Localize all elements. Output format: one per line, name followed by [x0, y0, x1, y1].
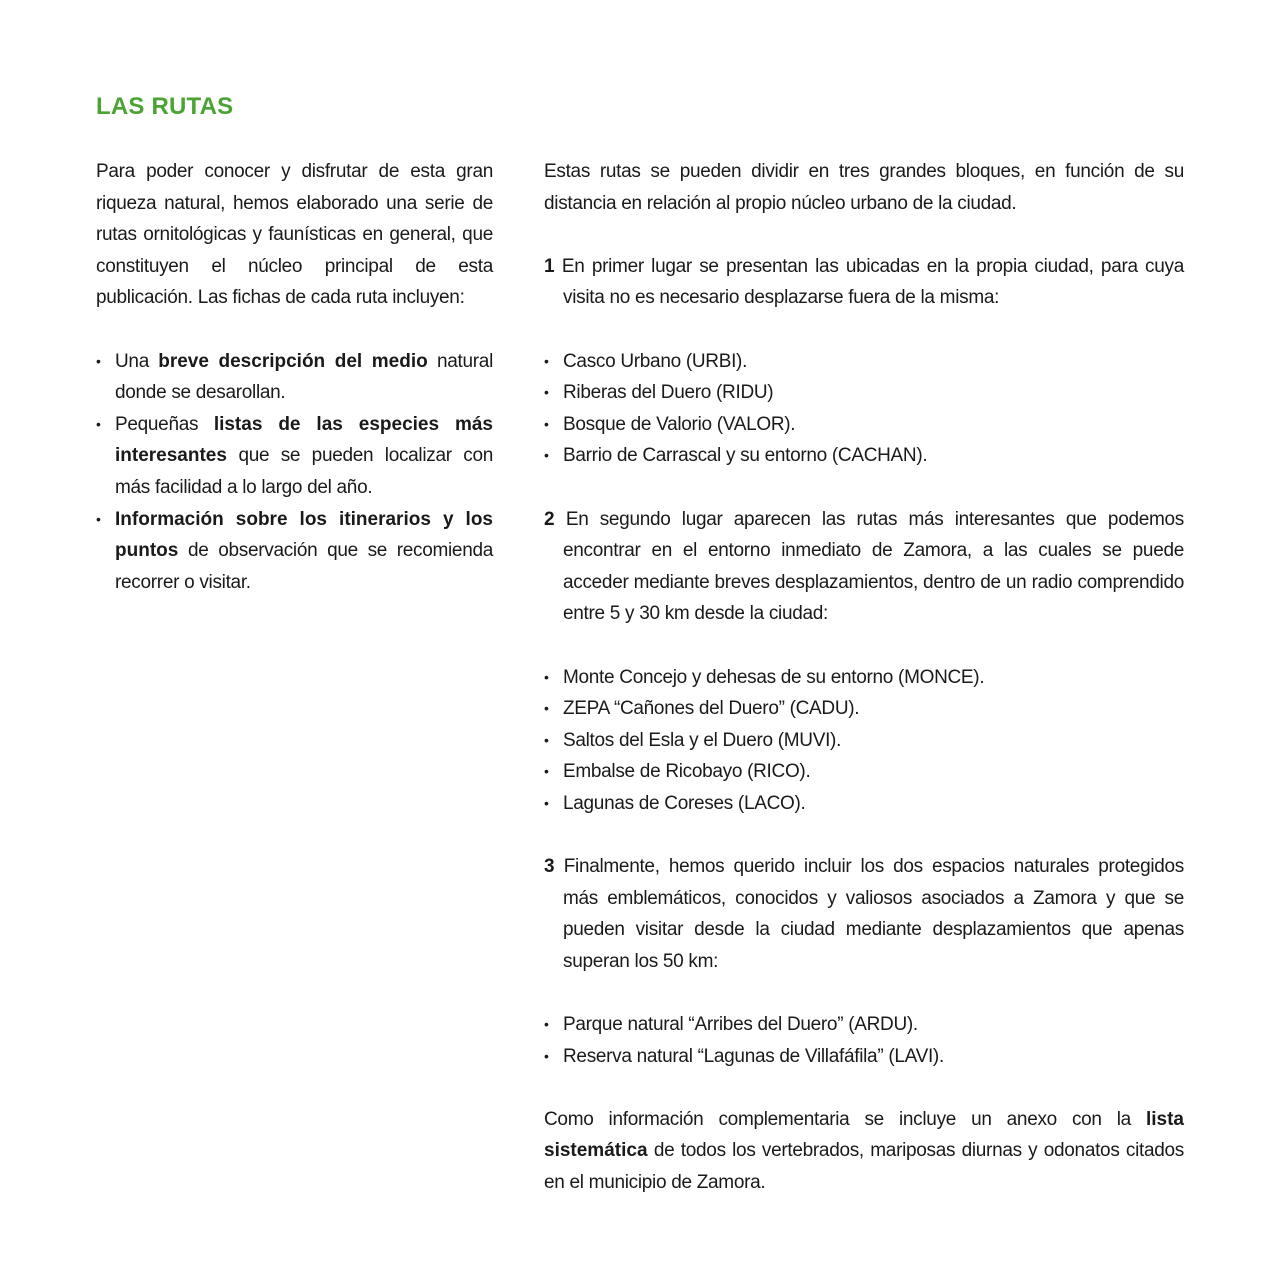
- block-2-paragraph: 2 En segundo lugar aparecen las rutas más interesantes que podemos encontrar en el entorno inmediato de Zamora, a las cuales se puede acceder mediante breves desplazamientos, dentro de un radio comprendido entre 5 y 30 km desde la ciudad:: [544, 508, 1184, 625]
- list-item: • Embalse de Ricobayo (RICO).: [544, 756, 1184, 788]
- bullet-icon: •: [544, 1016, 549, 1033]
- bullet-icon: •: [544, 415, 549, 432]
- closing-paragraph: Como información complementaria se incluye un anexo con la lista sistemática de todos los vertebrados, mariposas diurnas y odonatos citados en el municipio de Zamora.: [544, 1108, 1184, 1193]
- bullet-icon: •: [544, 731, 549, 748]
- block-number: 3: [544, 856, 555, 878]
- block-1-paragraph: 1 En primer lugar se presentan las ubicadas en la propia ciudad, para cuya visita no es necesario desplazarse fuera de la misma:: [544, 255, 1184, 309]
- list-item: • Casco Urbano (URBI).: [544, 346, 1184, 378]
- bullet-icon: •: [96, 510, 101, 527]
- bullet-icon: •: [544, 763, 549, 780]
- list-item: • ZEPA “Cañones del Duero” (CADU).: [544, 693, 1184, 725]
- block-3-routes-list: [544, 1009, 1184, 1072]
- list-item: • Una breve descripción del medio natural donde se desarollan.: [96, 346, 493, 409]
- list-item: • Información sobre los itinerarios y los puntos de observación que se recomienda recorrer o visitar.: [96, 504, 493, 599]
- bullet-icon: •: [544, 384, 549, 401]
- bullet-icon: •: [96, 352, 101, 369]
- list-item: • Reserva natural “Lagunas de Villafáfila” (LAVI).: [544, 1041, 1184, 1073]
- block-1-routes-list: [544, 346, 1184, 472]
- block-3-paragraph: 3 Finalmente, hemos querido incluir los dos espacios naturales protegidos más emblemáticos, conocidos y valiosos asociados a Zamora y que se pueden visitar desde la ciudad mediante desplazamientos que apenas superan los 50 km:: [544, 856, 1184, 972]
- bullet-icon: •: [544, 794, 549, 811]
- block-number: 2: [544, 508, 555, 530]
- bullet-icon: •: [544, 668, 549, 685]
- block-number: 1: [544, 255, 555, 277]
- list-item: • Lagunas de Coreses (LACO).: [544, 788, 1184, 820]
- intro-paragraph: Para poder conocer y disfrutar de esta gran riqueza natural, hemos elaborado una serie de rutas ornitológicas y faunísticas en general, que constituyen el núcleo principal de esta publicación. Las fichas de cada ruta incluyen:: [96, 161, 493, 309]
- page-title: LAS RUTAS: [96, 93, 234, 120]
- route-contents-list: [96, 346, 493, 599]
- bullet-icon: •: [96, 415, 101, 432]
- right-column: [544, 156, 1184, 1199]
- bullet-icon: •: [544, 1047, 549, 1064]
- left-column: [96, 156, 493, 598]
- routes-intro-paragraph: Estas rutas se pueden dividir en tres grandes bloques, en función de su distancia en relación al propio núcleo urbano de la ciudad.: [544, 161, 1184, 214]
- bullet-icon: •: [544, 447, 549, 464]
- list-item: • Parque natural “Arribes del Duero” (ARDU).: [544, 1009, 1184, 1041]
- list-item: • Saltos del Esla y el Duero (MUVI).: [544, 725, 1184, 757]
- list-item: • Riberas del Duero (RIDU): [544, 377, 1184, 409]
- block-2-routes-list: [544, 662, 1184, 820]
- list-item: • Bosque de Valorio (VALOR).: [544, 409, 1184, 441]
- bullet-icon: •: [544, 352, 549, 369]
- list-item: • Pequeñas listas de las especies más interesantes que se pueden localizar con más facilidad a lo largo del año.: [96, 409, 493, 504]
- bullet-icon: •: [544, 700, 549, 717]
- list-item: • Barrio de Carrascal y su entorno (CACHAN).: [544, 440, 1184, 472]
- list-item: • Monte Concejo y dehesas de su entorno (MONCE).: [544, 662, 1184, 694]
